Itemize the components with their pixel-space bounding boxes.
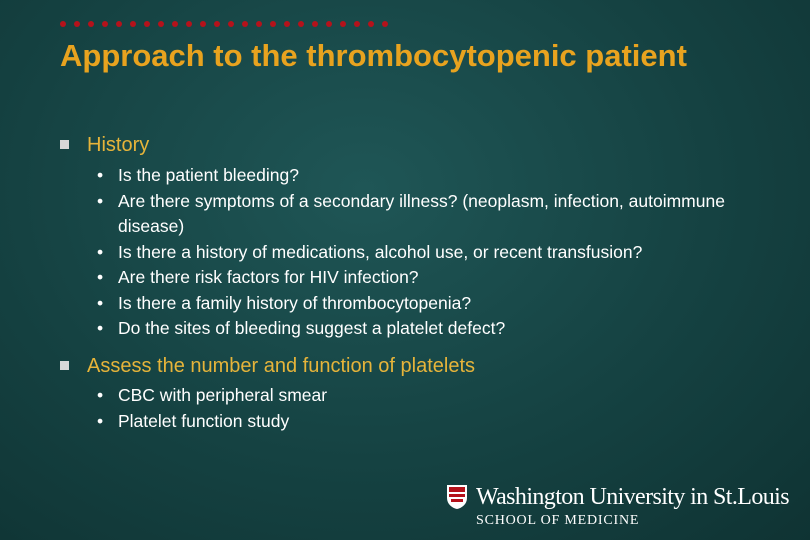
dot bbox=[312, 21, 318, 27]
bullet-dot-icon: • bbox=[97, 410, 104, 431]
dot bbox=[354, 21, 360, 27]
list-item: • Is the patient bleeding? bbox=[97, 163, 737, 189]
logo-university-name: Washington University in St.Louis bbox=[476, 484, 789, 510]
bullet-dot-icon: • bbox=[97, 241, 104, 262]
dot bbox=[368, 21, 374, 27]
university-logo bbox=[446, 484, 789, 530]
dot bbox=[158, 21, 164, 27]
square-bullet-icon bbox=[60, 361, 69, 370]
dot bbox=[270, 21, 276, 27]
dot bbox=[172, 21, 178, 27]
list-item: • CBC with peripheral smear bbox=[97, 383, 737, 409]
list-item: • Are there risk factors for HIV infection? bbox=[97, 265, 737, 291]
dot bbox=[116, 21, 122, 27]
assess-bullet-list bbox=[97, 383, 737, 434]
dot bbox=[340, 21, 346, 27]
slide-title: Approach to the thrombocytopenic patient bbox=[60, 38, 687, 73]
university-crest-icon bbox=[446, 484, 468, 510]
dot bbox=[102, 21, 108, 27]
section-assess-platelets bbox=[60, 355, 475, 378]
dot bbox=[284, 21, 290, 27]
bullet-dot-icon: • bbox=[97, 385, 104, 405]
list-item: • Is there a history of medications, alcohol use, or recent transfusion? bbox=[97, 240, 737, 266]
dot bbox=[228, 21, 234, 27]
dot bbox=[326, 21, 332, 27]
square-bullet-icon bbox=[60, 140, 69, 149]
dot bbox=[214, 21, 220, 27]
list-item: • Are there symptoms of a secondary illness? (neoplasm, infection, autoimmune disease) bbox=[97, 189, 737, 240]
dot bbox=[88, 21, 94, 27]
section-heading: Assess the number and function of platelets bbox=[87, 355, 476, 377]
list-item: • Is there a family history of thrombocytopenia? bbox=[97, 291, 737, 317]
bullet-dot-icon: • bbox=[97, 190, 104, 211]
dot bbox=[242, 21, 248, 27]
dot bbox=[74, 21, 80, 27]
bullet-dot-icon: • bbox=[97, 292, 104, 313]
dot bbox=[382, 21, 388, 27]
logo-school-name: SCHOOL OF MEDICINE bbox=[476, 513, 640, 528]
dot bbox=[298, 21, 304, 27]
list-item: • Platelet function study bbox=[97, 409, 737, 435]
decorative-dot-row bbox=[60, 21, 388, 27]
dot bbox=[200, 21, 206, 27]
dot bbox=[130, 21, 136, 27]
dot bbox=[256, 21, 262, 27]
bullet-dot-icon: • bbox=[97, 318, 104, 338]
section-history bbox=[60, 134, 149, 157]
dot bbox=[144, 21, 150, 27]
section-heading: History bbox=[87, 134, 150, 156]
bullet-dot-icon: • bbox=[97, 267, 104, 287]
dot bbox=[60, 21, 66, 27]
dot bbox=[186, 21, 192, 27]
history-bullet-list bbox=[97, 163, 737, 342]
list-item: • Do the sites of bleeding suggest a platelet defect? bbox=[97, 316, 737, 342]
bullet-dot-icon: • bbox=[97, 165, 104, 185]
